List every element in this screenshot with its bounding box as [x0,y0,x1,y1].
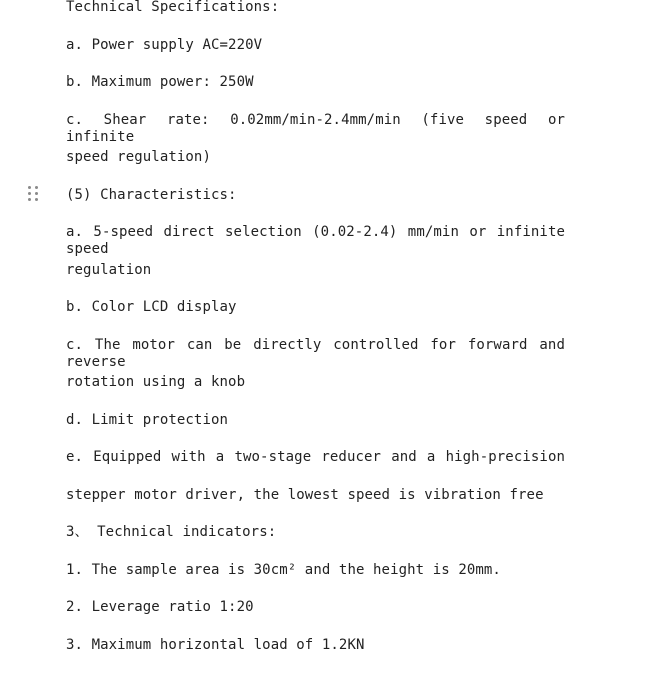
characteristic-lcd-display: b. Color LCD display [66,299,566,337]
characteristic-limit-protection: d. Limit protection [66,412,566,450]
drag-handle-dot [35,192,38,195]
characteristic-speed-selection-continued: regulation [66,262,566,300]
spec-maximum-power: b. Maximum power: 250W [66,74,566,112]
drag-handle-dot [35,198,38,201]
characteristic-motor-control-continued: rotation using a knob [66,374,566,412]
characteristic-speed-selection: a. 5-speed direct selection (0.02-2.4) mm/min or infinite speed [66,224,565,262]
characteristic-motor-control: c. The motor can be directly controlled for forward and reverse [66,337,565,375]
section-heading-technical-indicators: 3、 Technical indicators: [66,524,566,562]
drag-handle-dot [28,186,31,189]
spec-shear-rate: c. Shear rate: 0.02mm/min-2.4mm/min (five speed or infinite [66,112,565,150]
section-heading-characteristics: (5) Characteristics: [66,187,566,225]
indicator-leverage-ratio: 2. Leverage ratio 1:20 [66,599,566,637]
document-body [66,0,566,674]
drag-handle-dot [28,198,31,201]
drag-handle-icon[interactable] [28,186,38,202]
characteristic-reducer: e. Equipped with a two-stage reducer and a high-precision [66,449,565,487]
spec-power-supply: a. Power supply AC=220V [66,37,566,75]
section-heading-technical-specifications: Technical Specifications: [66,0,566,37]
characteristic-reducer-continued: stepper motor driver, the lowest speed is vibration free [66,487,566,525]
spec-shear-rate-continued: speed regulation) [66,149,566,187]
drag-handle-dot [28,192,31,195]
indicator-maximum-load: 3. Maximum horizontal load of 1.2KN [66,637,566,674]
indicator-sample-area: 1. The sample area is 30cm² and the height is 20mm. [66,562,566,600]
drag-handle-dot [35,186,38,189]
